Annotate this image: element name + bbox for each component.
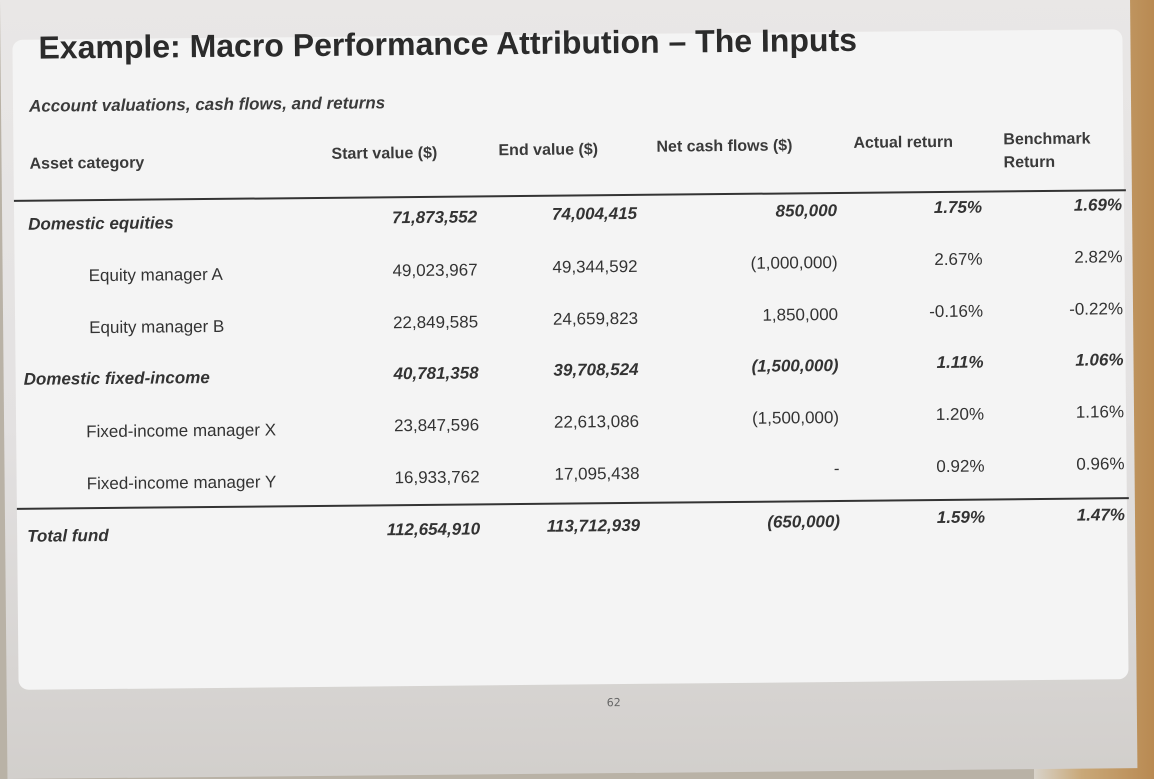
- header-asset-category: Asset category: [29, 154, 145, 173]
- row-category: Domestic fixed-income: [23, 368, 210, 389]
- row-start-value: 23,847,596: [393, 415, 480, 436]
- row-net-cash-flows: 1,850,000: [762, 304, 839, 325]
- row-category: Equity manager B: [89, 316, 225, 338]
- row-end-value: 17,095,438: [554, 463, 640, 484]
- row-end-value: 39,708,524: [553, 359, 639, 380]
- row-end-value: 22,613,086: [553, 411, 640, 432]
- row-benchmark-return: -0.22%: [1069, 299, 1124, 319]
- row-actual-return: 1.59%: [936, 507, 986, 528]
- row-benchmark-return: 1.06%: [1075, 350, 1124, 370]
- row-net-cash-flows: (650,000): [767, 511, 841, 532]
- row-category: Fixed-income manager X: [86, 420, 277, 442]
- header-start-value: Start value ($): [331, 144, 438, 163]
- row-end-value: 24,659,823: [552, 308, 639, 329]
- row-net-cash-flows: -: [833, 458, 840, 479]
- row-benchmark-return: 1.16%: [1075, 402, 1125, 422]
- row-category: Fixed-income manager Y: [86, 472, 277, 494]
- row-start-value: 112,654,910: [386, 519, 481, 540]
- header-end-value: End value ($): [498, 141, 599, 160]
- row-benchmark-return: 0.96%: [1076, 454, 1125, 474]
- row-actual-return: 0.92%: [936, 456, 985, 477]
- row-end-value: 74,004,415: [551, 203, 638, 224]
- slide-subtitle: Account valuations, cash flows, and returns: [28, 93, 386, 116]
- row-start-value: 49,023,967: [392, 260, 478, 281]
- page-number: 62: [606, 696, 621, 710]
- row-end-value: 49,344,592: [552, 256, 638, 277]
- slide-title: Example: Macro Performance Attribution – The Inputs: [38, 21, 858, 66]
- row-start-value: 16,933,762: [394, 467, 480, 488]
- header-net-cash-flows: Net cash flows ($): [656, 137, 793, 156]
- row-category: Equity manager A: [88, 264, 223, 286]
- row-start-value: 71,873,552: [391, 207, 478, 228]
- row-net-cash-flows: 850,000: [775, 200, 838, 221]
- row-actual-return: 1.11%: [936, 352, 984, 373]
- header-benchmark-return: [1003, 128, 1091, 175]
- row-category: Total fund: [27, 525, 109, 546]
- header-actual-return: Actual return: [853, 133, 954, 152]
- row-actual-return: 1.20%: [935, 404, 985, 425]
- header-benchmark-line1: Benchmark: [1003, 130, 1091, 149]
- row-category: Domestic equities: [28, 213, 174, 234]
- row-net-cash-flows: (1,000,000): [750, 252, 838, 273]
- row-actual-return: -0.16%: [929, 301, 984, 322]
- row-actual-return: 2.67%: [934, 249, 983, 270]
- row-end-value: 113,712,939: [546, 515, 641, 536]
- row-benchmark-return: 1.69%: [1073, 195, 1123, 215]
- row-start-value: 22,849,585: [392, 312, 479, 333]
- row-benchmark-return: 2.82%: [1074, 247, 1123, 267]
- row-net-cash-flows: (1,500,000): [751, 355, 839, 376]
- row-start-value: 40,781,358: [393, 363, 479, 384]
- row-actual-return: 1.75%: [933, 197, 983, 218]
- row-benchmark-return: 1.47%: [1076, 505, 1126, 525]
- header-benchmark-line2: Return: [1003, 153, 1056, 172]
- row-net-cash-flows: (1,500,000): [752, 407, 840, 428]
